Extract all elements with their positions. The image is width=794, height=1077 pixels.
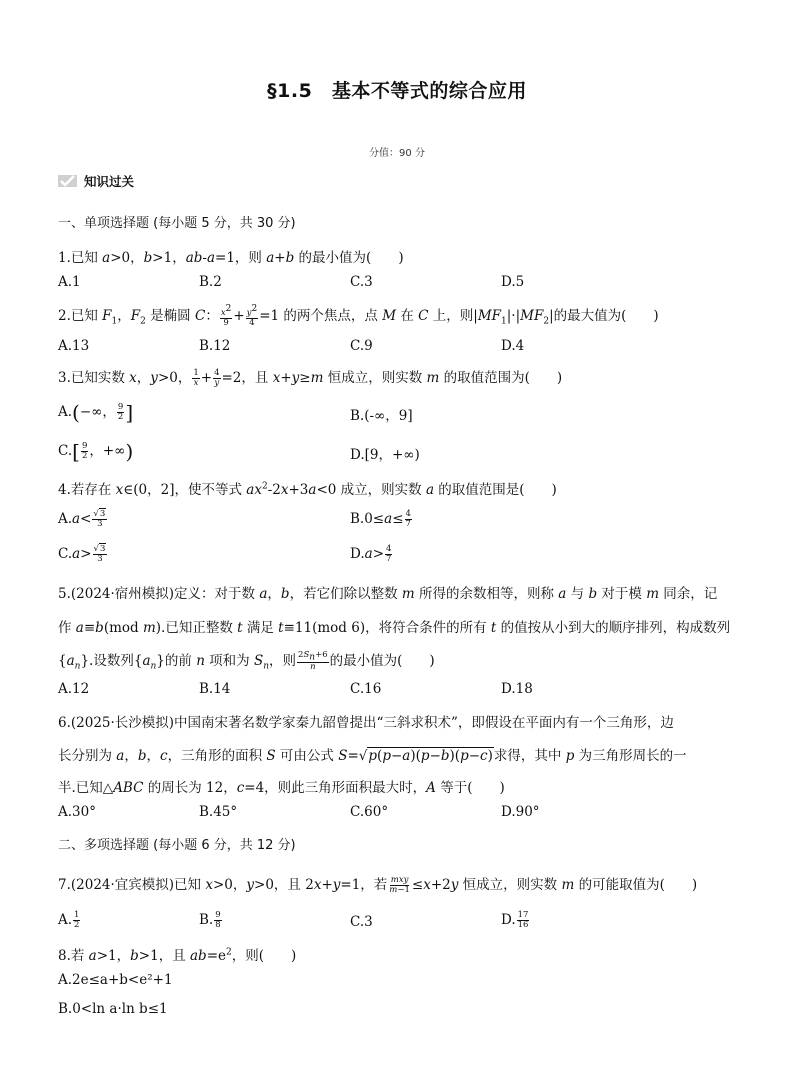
page-title: §1.5 基本不等式的综合应用 [267, 80, 527, 102]
question-5-line-3: $\{a_n\}$.设数列$\{a_n\}$的前 n 项和为 $S_n$，则 $\frac{2S_n+6}{n}$ 的最小值为( ) [58, 649, 435, 673]
q3-option-b: B.(-∞，9] [350, 408, 413, 424]
q5-option-c: C.16 [350, 681, 382, 697]
category-single-choice: 一、单项选择题 (每小题 5 分，共 30 分) [58, 216, 296, 231]
q1-option-b: B.2 [199, 274, 222, 290]
question-2: 2.已知 $F_1$，$F_2$ 是椭圆 C： $\frac{x^2}{9}$ + $\frac{y^2}{4}$ =1 的两个焦点，点 M 在 C 上，则$|MF_1|\cdot|MF_2|$的最大值为( ) [58, 304, 659, 328]
q4-option-c: C.a> $\frac{√3}{3}$ [58, 544, 106, 564]
score-label: 分值：90 分 [369, 148, 425, 159]
q8-option-a: A.2e≤a+b<e²+1 [58, 972, 173, 988]
q2-option-c: C.9 [350, 338, 373, 354]
q7-option-b: B. $\frac{9}{8}$ [199, 910, 221, 930]
q1-option-a: A.1 [58, 274, 81, 290]
question-6-line-1: 6.(2025·长沙模拟)中国南宋著名数学家秦九韶曾提出“三斜求积术”，即假设在平面内有一个三角形，边 [58, 715, 674, 731]
question-6-line-2: 长分别为 a，b，c，三角形的面积 S 可由公式 S=√p(p−a)(p−b)(p−c)求得，其中 p 为三角形周长的一 [58, 748, 687, 764]
q3-option-d: D.[9，+∞) [350, 447, 420, 463]
q6-option-d: D.90° [501, 804, 540, 820]
q2-option-d: D.4 [501, 338, 525, 354]
question-1: 1.已知 a>0，b>1，ab-a=1，则 a+b 的最小值为( ) [58, 250, 404, 266]
q4-option-b: B.0≤a≤ $\frac{4}{7}$ [350, 509, 411, 529]
question-8: 8.若 a>1，b>1，且 $ab=e^2$，则( ) [58, 947, 297, 964]
question-6-line-3: 半.已知△ABC 的周长为 12，c=4，则此三角形面积最大时，A 等于( ) [58, 780, 505, 796]
q2-option-b: B.12 [199, 338, 231, 354]
checkmark-icon [58, 174, 78, 188]
q5-option-a: A.12 [58, 681, 90, 697]
q7-option-c: C.3 [350, 914, 373, 930]
q5-option-d: D.18 [501, 681, 533, 697]
q6-option-c: C.60° [350, 804, 389, 820]
question-7: 7.(2024·宜宾模拟)已知 x>0，y>0，且 2x+y=1，若 $\frac{\text{mxy}}{m-1}$ ≤x+2y 恒成立，则实数 m 的可能取值为( ) [58, 875, 698, 895]
q8-option-b: B.0<ln a·ln b≤1 [58, 1001, 168, 1017]
q2-option-a: A.13 [58, 338, 90, 354]
q4-option-d: D.a> $\frac{4}{7}$ [350, 544, 392, 564]
q6-option-b: B.45° [199, 804, 238, 820]
question-5-line-2: 作 a≡b(mod m).已知正整数 t 满足 t≡11(mod 6)，将符合条件的所有 t 的值按从小到大的顺序排列，构成数列 [58, 620, 731, 636]
q6-option-a: A.30° [58, 804, 96, 820]
question-3: 3.已知实数 x，y>0， $\frac{1}{x}$ + $\frac{4}{y}$ =2，且 x+y≥m 恒成立，则实数 m 的取值范围为( ) [58, 368, 563, 388]
q3-option-a: A.(−∞， $\frac{9}{2}$ ] [58, 400, 134, 425]
q5-option-b: B.14 [199, 681, 231, 697]
section-label: 知识过关 [84, 174, 135, 189]
q1-option-d: D.5 [501, 274, 525, 290]
q1-option-c: C.3 [350, 274, 373, 290]
q7-option-a: A. $\frac{1}{2}$ [58, 910, 80, 930]
q3-option-c: C.[ $\frac{9}{2}$ ，+∞) [58, 439, 134, 464]
q4-option-a: A.a< $\frac{√3}{3}$ [58, 509, 106, 529]
q7-option-d: D. $\frac{17}{16}$ [501, 910, 529, 930]
category-multi-choice: 二、多项选择题 (每小题 6 分，共 12 分) [58, 838, 296, 853]
section-knowledge [58, 172, 134, 190]
question-5-line-1: 5.(2024·宿州模拟)定义：对于数 a，b，若它们除以整数 m 所得的余数相等，则称 a 与 b 对于模 m 同余，记 [58, 586, 718, 602]
question-4: 4.若存在 x∈(0，2]，使不等式 $ax^2-2x+3a<0$ 成立，则实数 a 的取值范围是( ) [58, 481, 557, 498]
